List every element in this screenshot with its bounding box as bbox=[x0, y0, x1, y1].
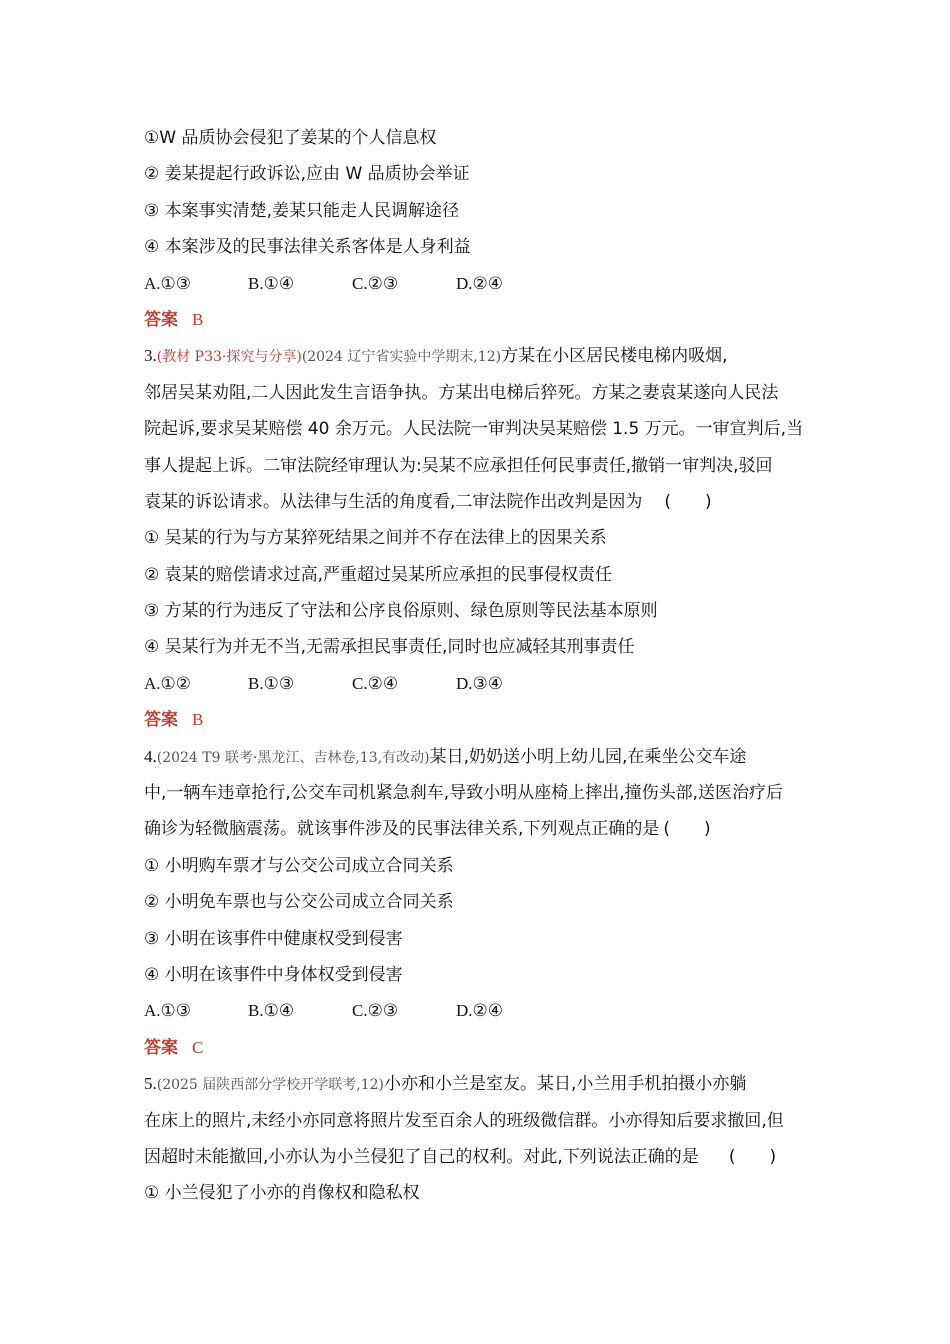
q5-statement-1: ① 小兰侵犯了小亦的肖像权和隐私权 bbox=[144, 1183, 420, 1204]
q4-statement-4: ④ 小明在该事件中身体权受到侵害 bbox=[144, 964, 403, 985]
answer-paren: ( ) bbox=[664, 491, 712, 512]
q3-line-1 bbox=[144, 338, 814, 374]
q3-option-b: B.①③ bbox=[248, 673, 295, 693]
q3-text-5: 袁某的诉讼请求。从法律与生活的角度看,二审法院作出改判是因为 bbox=[144, 491, 643, 512]
q3-line-2: 邻居吴某劝阻,二人因此发生言语争执。方某出电梯后猝死。方某之妻袁某遂向人民法 bbox=[144, 382, 779, 403]
q3-statement-1: ① 吴某的行为与方某猝死结果之间并不存在法律上的因果关系 bbox=[144, 528, 607, 549]
answer-label: 答案 bbox=[144, 1037, 178, 1058]
q5-source: (2025 届陕西部分学校开学联考,12) bbox=[156, 1077, 385, 1094]
q4-option-b: B.①④ bbox=[248, 1001, 295, 1021]
q2-option-b: B.①④ bbox=[248, 273, 295, 293]
q4-option-c: C.②③ bbox=[352, 1001, 399, 1021]
answer-letter: B bbox=[192, 710, 204, 730]
q3-option-d: D.③④ bbox=[456, 673, 504, 693]
q3-text-1: 方某在小区居民楼电梯内吸烟, bbox=[501, 346, 728, 367]
q5-text-1: 小亦和小兰是室友。某日,小兰用手机拍摄小亦躺 bbox=[384, 1074, 747, 1095]
q2-statement-4: ④ 本案涉及的民事法律关系客体是人身利益 bbox=[144, 237, 471, 258]
q3-statement-4: ④ 吴某行为并无不当,无需承担民事责任,同时也应减轻其刑事责任 bbox=[144, 637, 635, 658]
q3-answer bbox=[144, 702, 814, 738]
q5-line-2: 在床上的照片,未经小亦同意将照片发至百余人的班级微信群。小亦得知后要求撤回,但 bbox=[144, 1110, 784, 1131]
document-page bbox=[144, 120, 814, 1212]
q4-option-a: A.①③ bbox=[144, 1001, 192, 1021]
q4-text-1: 某日,奶奶送小明上幼儿园,在乘坐公交车途 bbox=[429, 746, 747, 767]
q2-option-a: A.①③ bbox=[144, 273, 192, 293]
q2-statement-2: ② 姜某提起行政诉讼,应由 W 品质协会举证 bbox=[144, 164, 470, 185]
q5-number: 5. bbox=[144, 1074, 157, 1094]
q4-line-2: 中,一辆车违章抢行,公交车司机紧急刹车,导致小明从座椅上摔出,撞伤头部,送医治疗后 bbox=[144, 783, 784, 804]
q4-answer bbox=[144, 1030, 814, 1066]
q2-answer bbox=[144, 302, 814, 338]
q3-line-5 bbox=[144, 484, 814, 520]
q4-source: (2024 T9 联考·黑龙江、吉林卷,13,有改动) bbox=[156, 749, 430, 766]
q3-options bbox=[144, 666, 814, 702]
q4-text-3: 确诊为轻微脑震荡。就该事件涉及的民事法律关系,下列观点正确的是 bbox=[144, 819, 660, 840]
q3-number: 3. bbox=[144, 346, 157, 366]
answer-paren: ( ) bbox=[728, 1146, 777, 1167]
q4-option-d: D.②④ bbox=[456, 1001, 504, 1021]
q5-line-3 bbox=[144, 1139, 814, 1175]
q3-option-a: A.①② bbox=[144, 673, 192, 693]
q3-line-3: 院起诉,要求吴某赔偿 40 余万元。人民法院一审判决吴某赔偿 1.5 万元。一审宣判后,当 bbox=[144, 419, 804, 440]
q2-statement-3: ③ 本案事实清楚,姜某只能走人民调解途径 bbox=[144, 200, 460, 221]
q4-statement-1: ① 小明购车票才与公交公司成立合同关系 bbox=[144, 855, 454, 876]
q3-statement-2: ② 袁某的赔偿请求过高,严重超过吴某所应承担的民事侵权责任 bbox=[144, 564, 613, 585]
q4-line-3 bbox=[144, 811, 814, 847]
answer-letter: B bbox=[192, 309, 204, 329]
q3-textbook-source: (教材 P33·探究与分享) bbox=[156, 349, 302, 366]
answer-label: 答案 bbox=[144, 710, 178, 731]
q5-line-1 bbox=[144, 1066, 814, 1102]
q4-options bbox=[144, 993, 814, 1029]
q2-option-c: C.②③ bbox=[352, 273, 399, 293]
q3-option-c: C.②④ bbox=[352, 673, 399, 693]
answer-paren: ( ) bbox=[663, 819, 711, 840]
answer-label: 答案 bbox=[144, 309, 178, 330]
q2-options bbox=[144, 266, 814, 302]
answer-letter: C bbox=[192, 1037, 204, 1057]
q5-text-3: 因超时未能撤回,小亦认为小兰侵犯了自己的权利。对此,下列说法正确的是 bbox=[144, 1146, 699, 1167]
q4-statement-2: ② 小明免车票也与公交公司成立合同关系 bbox=[144, 892, 454, 913]
q2-option-d: D.②④ bbox=[456, 273, 504, 293]
q4-number: 4. bbox=[144, 746, 157, 766]
q4-statement-3: ③ 小明在该事件中健康权受到侵害 bbox=[144, 928, 403, 949]
q3-exam-source: (2024 辽宁省实验中学期末,12) bbox=[301, 349, 502, 366]
q3-statement-3: ③ 方某的行为违反了守法和公序良俗原则、绿色原则等民法基本原则 bbox=[144, 601, 658, 622]
q3-line-4: 事人提起上诉。二审法院经审理认为:吴某不应承担任何民事责任,撤销一审判决,驳回 bbox=[144, 455, 773, 476]
q4-line-1 bbox=[144, 739, 814, 775]
q2-statement-1: ①W 品质协会侵犯了姜某的个人信息权 bbox=[144, 128, 437, 148]
